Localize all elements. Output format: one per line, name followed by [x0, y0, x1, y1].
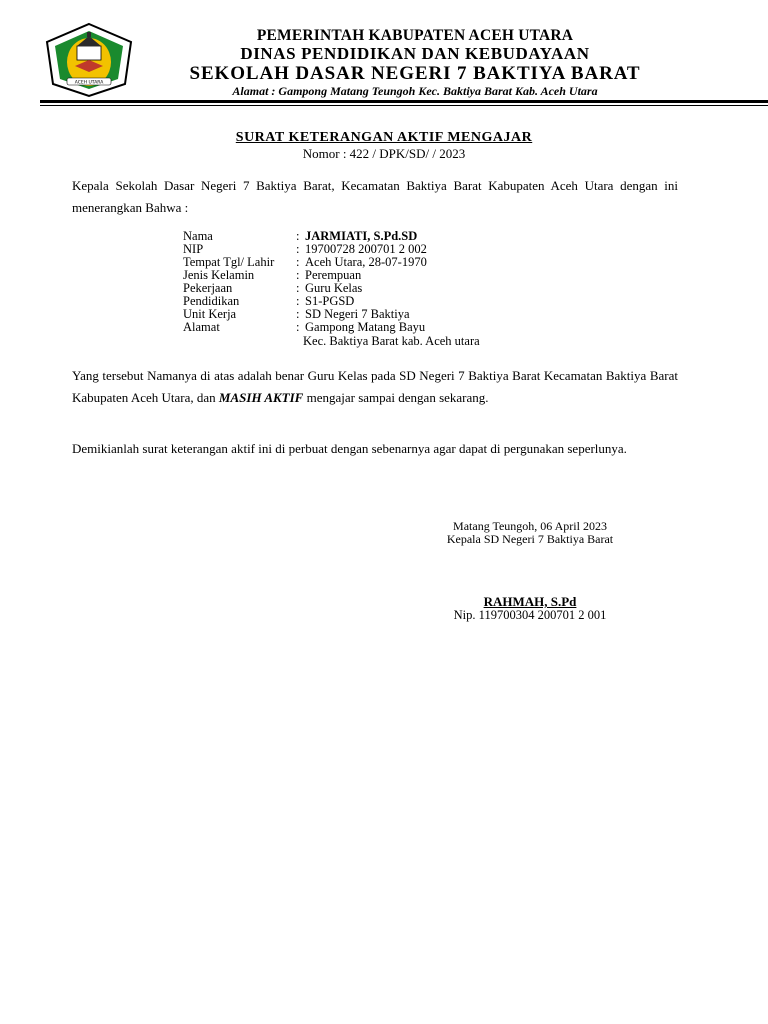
closing-paragraph: Demikianlah surat keterangan aktif ini di perbuat dengan sebenarnya agar dapat di pergunakan seperlunya.	[72, 441, 627, 456]
signature-position: Kepala SD Negeri 7 Baktiya Barat	[446, 532, 614, 546]
signatory-nip: Nip. 119700304 200701 2 001	[453, 608, 607, 622]
identity-colon: :	[296, 320, 300, 334]
identity-value: Perempuan	[305, 268, 362, 282]
identity-label: Jenis Kelamin	[183, 268, 255, 282]
identity-label: Pekerjaan	[183, 281, 233, 295]
svg-text:ACEH UTARA: ACEH UTARA	[74, 80, 104, 86]
identity-colon: :	[296, 229, 300, 243]
identity-value: Guru Kelas	[305, 281, 363, 295]
identity-colon: :	[296, 242, 300, 256]
active-status-emphasis: MASIH AKTIF	[218, 389, 304, 405]
school-logo	[43, 22, 135, 98]
identity-label: Pendidikan	[183, 294, 240, 308]
letterhead-government: PEMERINTAH KABUPATEN ACEH UTARA	[256, 27, 574, 44]
identity-colon: :	[296, 307, 300, 321]
identity-colon: :	[296, 281, 300, 295]
letterhead-divider-thick	[40, 100, 768, 103]
identity-label: Tempat Tgl/ Lahir	[183, 255, 275, 269]
identity-value: Gampong Matang Bayu	[305, 320, 426, 334]
identity-colon: :	[296, 255, 300, 269]
letterhead-address: Alamat : Gampong Matang Teungoh Kec. Baktiya Barat Kab. Aceh Utara	[232, 84, 598, 98]
signatory-name: RAHMAH, S.Pd	[483, 594, 577, 609]
statement-paragraph: Yang tersebut Namanya di atas adalah benar Guru Kelas pada SD Negeri 7 Baktiya Barat Kecamatan Baktiya Barat Kabupaten Aceh Utara, dan MASIH AKTIF mengajar sampai dengan sekarang.	[72, 368, 678, 405]
intro-paragraph: Kepala Sekolah Dasar Negeri 7 Baktiya Barat, Kecamatan Baktiya Barat Kabupaten Aceh Utara dengan ini menerangkan Bahwa :	[72, 178, 678, 215]
signature-place-date: Matang Teungoh, 06 April 2023	[453, 519, 607, 533]
identity-value: SD Negeri 7 Baktiya	[305, 307, 410, 321]
identity-label: NIP	[183, 242, 204, 256]
identity-colon: :	[296, 268, 300, 282]
letterhead-school: SEKOLAH DASAR NEGERI 7 BAKTIYA BARAT	[189, 63, 641, 84]
identity-value: 19700728 200701 2 002	[305, 242, 427, 256]
identity-label: Nama	[183, 229, 213, 243]
identity-value: S1-PGSD	[305, 294, 355, 308]
document-title: SURAT KETERANGAN AKTIF MENGAJAR	[235, 130, 533, 145]
identity-value: JARMIATI, S.Pd.SD	[305, 229, 418, 243]
identity-colon: :	[296, 294, 300, 308]
letterhead-divider-thin	[40, 105, 768, 106]
letterhead-department: DINAS PENDIDIKAN DAN KEBUDAYAAN	[240, 44, 590, 63]
identity-label: Alamat	[183, 320, 220, 334]
address-continuation: Kec. Baktiya Barat kab. Aceh utara	[303, 334, 480, 348]
identity-value: Aceh Utara, 28-07-1970	[305, 255, 427, 269]
document-number: Nomor : 422 / DPK/SD/ / 2023	[302, 146, 466, 161]
identity-label: Unit Kerja	[183, 307, 237, 321]
